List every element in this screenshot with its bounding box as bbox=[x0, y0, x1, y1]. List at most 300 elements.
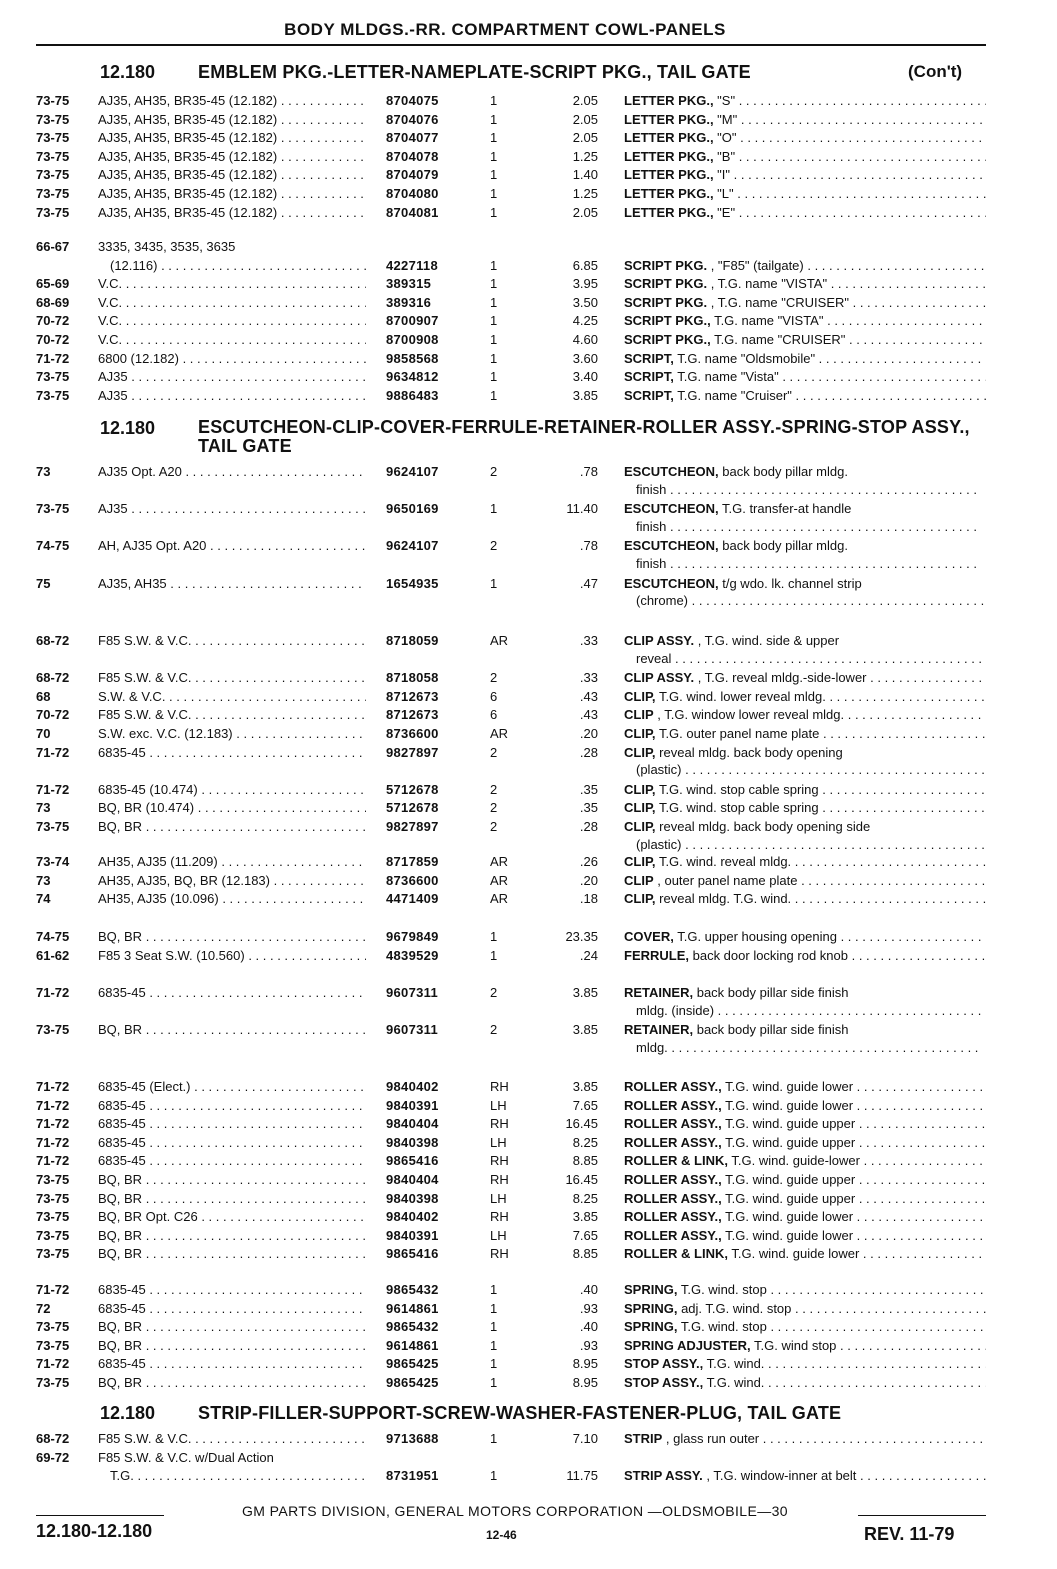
quantity: 1 bbox=[490, 1356, 498, 1372]
part-description bbox=[624, 331, 986, 349]
table-row bbox=[0, 1078, 1057, 1096]
part-description bbox=[624, 148, 986, 166]
year-range: 70-72 bbox=[36, 707, 70, 723]
part-description bbox=[624, 1318, 986, 1336]
price: .20 bbox=[579, 872, 598, 888]
table-row bbox=[0, 890, 1057, 908]
part-description bbox=[624, 799, 986, 817]
model-list: 6835-45 . . . bbox=[98, 1115, 366, 1133]
part-number: 9865416 bbox=[386, 1153, 439, 1169]
table-row bbox=[0, 575, 1057, 593]
year-range: 73-75 bbox=[36, 1172, 70, 1187]
part-description bbox=[624, 1134, 986, 1152]
model-list: AJ35 . . . bbox=[98, 500, 366, 518]
part-detail: T.G. wind. stop cable spring bbox=[655, 781, 819, 797]
part-number: 8712673 bbox=[386, 688, 439, 704]
year-range: 75 bbox=[36, 575, 51, 591]
year-range: 71-72 bbox=[36, 1356, 70, 1372]
model-list: BQ, BR . . . bbox=[98, 928, 366, 946]
price: 3.85 bbox=[572, 387, 598, 403]
model-list: F85 S.W. & V.C. . . . bbox=[98, 669, 366, 687]
quantity: 1 bbox=[490, 204, 498, 220]
part-description bbox=[624, 890, 986, 908]
model-list: 6835-45 . . . bbox=[98, 1134, 366, 1152]
model-list: 6835-45 . . . bbox=[98, 1281, 366, 1299]
model-list: AH35, AJ35 (10.096) . . . bbox=[98, 890, 366, 908]
table-row bbox=[0, 928, 1057, 946]
part-name: SCRIPT PKG. bbox=[624, 276, 708, 292]
part-name: ESCUTCHEON, bbox=[624, 501, 719, 517]
quantity: AR bbox=[490, 872, 509, 888]
year-range: 73 bbox=[36, 800, 51, 816]
table-row bbox=[0, 275, 1057, 293]
part-detail: , glass run outer bbox=[662, 1431, 760, 1446]
price: 3.85 bbox=[572, 1022, 598, 1038]
part-detail: "M" bbox=[713, 111, 738, 127]
model-list: F85 S.W. & V.C. . . . bbox=[98, 1430, 366, 1448]
part-name: STOP ASSY., bbox=[624, 1375, 704, 1390]
part-number: 9827897 bbox=[386, 744, 439, 760]
footer-range: 12.180-12.180 bbox=[36, 1521, 153, 1541]
model-list: V.C. . . . bbox=[98, 294, 366, 312]
quantity: 1 bbox=[490, 387, 498, 403]
part-name: CLIP bbox=[624, 872, 654, 888]
year-range: 73-75 bbox=[36, 1319, 70, 1335]
footer-rule-right bbox=[858, 1515, 986, 1516]
part-name: ROLLER ASSY., bbox=[624, 1079, 722, 1094]
part-name: LETTER PKG., bbox=[624, 186, 714, 201]
part-name: ROLLER & LINK, bbox=[624, 1153, 728, 1169]
part-name: SCRIPT, bbox=[624, 387, 674, 403]
table-row bbox=[0, 185, 1057, 203]
part-name: CLIP, bbox=[624, 744, 656, 760]
part-detail: "S" bbox=[713, 93, 736, 108]
table-row-continuation bbox=[0, 761, 1057, 777]
part-description-continued: mldg. (inside) . . . bbox=[636, 1002, 986, 1020]
part-detail: T.G. wind. lower reveal mldg. bbox=[655, 688, 826, 704]
table-row bbox=[0, 204, 1057, 222]
part-number: 9840391 bbox=[386, 1227, 439, 1243]
part-number: 9886483 bbox=[386, 387, 439, 403]
part-description bbox=[624, 312, 986, 330]
part-description-continued: (plastic) . . . bbox=[636, 761, 986, 779]
table-row-continuation bbox=[0, 481, 1057, 497]
price: .78 bbox=[579, 538, 598, 554]
part-number: 8704078 bbox=[386, 148, 439, 164]
part-detail: t/g wdo. lk. channel strip bbox=[718, 575, 862, 591]
table-row bbox=[0, 129, 1057, 147]
table-row bbox=[0, 1208, 1057, 1226]
model-list: 6835-45 . . . bbox=[98, 1152, 366, 1170]
price: 2.05 bbox=[572, 204, 598, 220]
table-row bbox=[0, 350, 1057, 368]
quantity: 2 bbox=[490, 464, 498, 479]
table-row bbox=[0, 1449, 1057, 1467]
price: 3.85 bbox=[572, 1209, 598, 1225]
part-name: SPRING, bbox=[624, 1282, 678, 1297]
part-description bbox=[624, 575, 986, 593]
footer-revision: REV. 11-79 bbox=[864, 1524, 955, 1544]
model-list: BQ, BR (10.474) . . . bbox=[98, 799, 366, 817]
table-row-continuation bbox=[0, 650, 1057, 666]
table-row bbox=[0, 368, 1057, 386]
price: .35 bbox=[579, 781, 598, 797]
table-row bbox=[0, 500, 1057, 518]
price: 4.25 bbox=[572, 313, 598, 329]
part-description bbox=[624, 669, 986, 687]
table-row bbox=[0, 872, 1057, 890]
part-number: 8704081 bbox=[386, 204, 439, 220]
quantity: 2 bbox=[490, 819, 498, 834]
part-name: ESCUTCHEON, bbox=[624, 575, 719, 591]
part-description bbox=[624, 781, 986, 799]
part-number: 5712678 bbox=[386, 781, 439, 797]
quantity: 1 bbox=[490, 294, 498, 310]
part-description bbox=[624, 500, 986, 518]
price: 8.85 bbox=[572, 1153, 598, 1169]
part-name: LETTER PKG., bbox=[624, 93, 714, 108]
part-description bbox=[624, 463, 986, 481]
part-name: ROLLER ASSY., bbox=[624, 1116, 722, 1132]
model-list: BQ, BR . . . bbox=[98, 1337, 366, 1355]
price: 7.65 bbox=[572, 1097, 598, 1113]
part-detail: , "F85" (tailgate) bbox=[707, 257, 804, 273]
year-range: 73-75 bbox=[36, 167, 70, 183]
part-detail: T.G. wind. guide lower bbox=[721, 1079, 854, 1094]
quantity: AR bbox=[490, 891, 509, 907]
section-continued: (Con't) bbox=[908, 62, 963, 81]
year-range: 73-75 bbox=[36, 387, 70, 403]
part-number: 9614861 bbox=[386, 1337, 439, 1353]
price: 3.40 bbox=[572, 369, 598, 385]
model-list: BQ, BR Opt. C26 . . . bbox=[98, 1208, 366, 1226]
part-number: 8717859 bbox=[386, 854, 439, 869]
part-number: 8700907 bbox=[386, 313, 439, 329]
price: 8.95 bbox=[572, 1356, 598, 1372]
part-number: 8736600 bbox=[386, 726, 439, 741]
price: 6.85 bbox=[572, 257, 598, 273]
price: 16.45 bbox=[565, 1116, 598, 1132]
table-row bbox=[0, 1021, 1057, 1039]
price: 2.05 bbox=[572, 130, 598, 146]
part-detail: T.G. wind. reveal mldg. bbox=[655, 854, 792, 869]
quantity: 1 bbox=[490, 1300, 498, 1316]
quantity: RH bbox=[490, 1209, 509, 1225]
part-number: 9840402 bbox=[386, 1209, 439, 1225]
year-range: 71-72 bbox=[36, 781, 70, 797]
year-range: 66-67 bbox=[36, 239, 70, 254]
table-row bbox=[0, 1318, 1057, 1336]
part-description bbox=[624, 853, 986, 871]
model-list: (12.116) . . . bbox=[110, 257, 366, 275]
part-name: ROLLER ASSY., bbox=[624, 1227, 722, 1243]
price: 3.60 bbox=[572, 350, 598, 366]
model-list: BQ, BR . . . bbox=[98, 1190, 366, 1208]
table-row bbox=[0, 1152, 1057, 1170]
quantity: 1 bbox=[490, 186, 498, 201]
model-list: AJ35, AH35, BR35-45 (12.182) . . . bbox=[98, 166, 366, 184]
price: .47 bbox=[579, 575, 598, 591]
part-detail: back body pillar mldg. bbox=[718, 464, 848, 479]
year-range: 71-72 bbox=[36, 1282, 70, 1297]
model-list: BQ, BR . . . bbox=[98, 818, 366, 836]
table-row bbox=[0, 537, 1057, 555]
year-range: 61-62 bbox=[36, 947, 70, 963]
quantity: 1 bbox=[490, 1319, 498, 1335]
part-number: 9840402 bbox=[386, 1079, 439, 1094]
table-row bbox=[0, 1097, 1057, 1115]
year-range: 73-75 bbox=[36, 1375, 70, 1390]
table-row bbox=[0, 111, 1057, 129]
model-list: AJ35, AH35, BR35-45 (12.182) . . . bbox=[98, 92, 366, 110]
part-description bbox=[624, 294, 986, 312]
part-description bbox=[624, 1245, 986, 1263]
quantity: 1 bbox=[490, 130, 498, 146]
part-description bbox=[624, 111, 986, 129]
part-description bbox=[624, 706, 986, 724]
part-name: CLIP ASSY. bbox=[624, 670, 695, 686]
part-detail: back body pillar side finish bbox=[693, 985, 849, 1000]
year-range: 73-75 bbox=[36, 1246, 70, 1262]
quantity: 6 bbox=[490, 707, 498, 723]
part-name: SCRIPT, bbox=[624, 350, 674, 366]
part-description bbox=[624, 1021, 986, 1039]
part-number: 8700908 bbox=[386, 332, 439, 347]
table-row bbox=[0, 781, 1057, 799]
year-range: 65-69 bbox=[36, 276, 70, 292]
table-row bbox=[0, 632, 1057, 650]
quantity: LH bbox=[490, 1190, 507, 1206]
quantity: 1 bbox=[490, 257, 498, 273]
part-number: 8704080 bbox=[386, 186, 439, 201]
quantity: RH bbox=[490, 1079, 509, 1094]
quantity: 1 bbox=[490, 332, 498, 347]
model-list: AJ35 . . . bbox=[98, 387, 366, 405]
part-description bbox=[624, 1208, 986, 1226]
part-detail: T.G. name "Oldsmobile" bbox=[673, 350, 816, 366]
part-number: 5712678 bbox=[386, 800, 439, 816]
part-description bbox=[624, 257, 986, 275]
part-name: ROLLER ASSY., bbox=[624, 1134, 722, 1150]
part-description bbox=[624, 1115, 986, 1133]
table-row-continuation bbox=[0, 1002, 1057, 1018]
quantity: 2 bbox=[490, 985, 498, 1000]
model-list: S.W. & V.C. . . . bbox=[98, 688, 366, 706]
part-description-continued: reveal . . . bbox=[636, 650, 986, 668]
section-number: 12.180 bbox=[100, 62, 156, 82]
year-range: 71-72 bbox=[36, 1079, 70, 1094]
part-name: STRIP bbox=[624, 1431, 663, 1446]
section-number: 12.180 bbox=[100, 418, 156, 438]
year-range: 68-72 bbox=[36, 670, 70, 686]
table-row-continuation bbox=[0, 555, 1057, 571]
table-row-continuation bbox=[0, 592, 1057, 608]
year-range: 73-75 bbox=[36, 1190, 70, 1206]
year-range: 74-75 bbox=[36, 929, 70, 944]
model-list: BQ, BR . . . bbox=[98, 1227, 366, 1245]
part-description-continued: finish . . . bbox=[636, 481, 986, 499]
part-number: 8718059 bbox=[386, 633, 439, 648]
part-number: 9607311 bbox=[386, 985, 438, 1000]
part-detail: reveal mldg. T.G. wind. bbox=[655, 891, 792, 907]
part-detail: T.G. wind. guide upper bbox=[721, 1116, 856, 1132]
model-list: 6835-45 (10.474) . . . bbox=[98, 781, 366, 799]
part-description bbox=[624, 984, 986, 1002]
table-row bbox=[0, 312, 1057, 330]
part-number: 9827897 bbox=[386, 819, 439, 834]
part-number: 8704075 bbox=[386, 93, 439, 108]
footer-page-number: 12-46 bbox=[486, 1528, 517, 1542]
part-number: 9858568 bbox=[386, 350, 439, 366]
part-number: 9840404 bbox=[386, 1172, 439, 1187]
part-number: 9624107 bbox=[386, 538, 439, 554]
table-row bbox=[0, 257, 1057, 275]
part-detail: , T.G. wind. side & upper bbox=[694, 633, 840, 648]
year-range: 68-72 bbox=[36, 633, 70, 648]
section-heading: STRIP-FILLER-SUPPORT-SCREW-WASHER-FASTENER-PLUG, TAIL GATE bbox=[198, 1403, 842, 1423]
price: 16.45 bbox=[565, 1172, 598, 1187]
part-detail: "B" bbox=[713, 148, 736, 164]
price: .93 bbox=[579, 1300, 598, 1316]
part-description bbox=[624, 632, 986, 650]
table-row-continuation bbox=[0, 1039, 1057, 1055]
table-row bbox=[0, 463, 1057, 481]
part-number: 9679849 bbox=[386, 929, 439, 944]
table-row bbox=[0, 1115, 1057, 1133]
model-list: V.C. . . . bbox=[98, 275, 366, 293]
part-number: 9713688 bbox=[386, 1431, 439, 1446]
part-detail: , T.G. window lower reveal mldg. bbox=[653, 707, 845, 723]
part-description bbox=[624, 1152, 986, 1170]
price: .20 bbox=[579, 726, 598, 741]
model-list: AH, AJ35 Opt. A20 . . . bbox=[98, 537, 366, 555]
price: .78 bbox=[579, 464, 598, 479]
part-name: SPRING, bbox=[624, 1319, 678, 1335]
part-number: 8718058 bbox=[386, 670, 439, 686]
table-row bbox=[0, 1374, 1057, 1392]
part-number: 389316 bbox=[386, 294, 432, 310]
part-description bbox=[624, 166, 986, 184]
table-row bbox=[0, 799, 1057, 817]
part-name: CLIP, bbox=[624, 726, 656, 741]
quantity: 2 bbox=[490, 1022, 498, 1038]
model-list: 6835-45 . . . bbox=[98, 744, 366, 762]
model-list: V.C. . . . bbox=[98, 312, 366, 330]
part-number: 8704076 bbox=[386, 111, 439, 127]
part-detail: , T.G. name "CRUISER" bbox=[707, 294, 849, 310]
part-number: 9634812 bbox=[386, 369, 439, 385]
quantity: 1 bbox=[490, 1375, 498, 1390]
year-range: 68-72 bbox=[36, 1431, 70, 1446]
year-range: 73-75 bbox=[36, 204, 70, 220]
model-list: 6835-45 . . . bbox=[98, 1097, 366, 1115]
footer-organization: GM PARTS DIVISION, GENERAL MOTORS CORPORATION —OLDSMOBILE—30 bbox=[242, 1503, 788, 1519]
part-name: LETTER PKG., bbox=[624, 148, 714, 164]
part-number: 8736600 bbox=[386, 872, 439, 888]
part-name: CLIP, bbox=[624, 800, 656, 816]
part-detail: T.G. wind. stop bbox=[677, 1282, 767, 1297]
model-list: T.G. . . . bbox=[110, 1467, 366, 1485]
price: 3.85 bbox=[572, 1079, 598, 1094]
quantity: 6 bbox=[490, 688, 498, 704]
part-description bbox=[624, 725, 986, 743]
part-description bbox=[624, 1171, 986, 1189]
quantity: 2 bbox=[490, 538, 498, 554]
part-detail: T.G. wind. guide lower bbox=[721, 1227, 854, 1243]
year-range: 73-75 bbox=[36, 93, 70, 108]
table-row bbox=[0, 1337, 1057, 1355]
part-detail: T.G. transfer-at handle bbox=[718, 501, 852, 517]
model-list: AH35, AJ35, BQ, BR (12.183) . . . bbox=[98, 872, 366, 890]
part-number: 9624107 bbox=[386, 464, 439, 479]
part-number: 1654935 bbox=[386, 575, 439, 591]
part-detail: T.G. wind. bbox=[703, 1375, 765, 1390]
part-description-continued: (chrome) . . . bbox=[636, 592, 986, 610]
quantity: RH bbox=[490, 1116, 509, 1132]
part-detail: T.G. wind. guide upper bbox=[721, 1134, 856, 1150]
part-description bbox=[624, 129, 986, 147]
year-range: 72 bbox=[36, 1300, 51, 1316]
quantity: 1 bbox=[490, 167, 498, 183]
quantity: AR bbox=[490, 726, 509, 741]
price: .18 bbox=[579, 891, 598, 907]
part-name: LETTER PKG., bbox=[624, 204, 714, 220]
part-detail: reveal mldg. back body opening bbox=[655, 744, 843, 760]
part-name: LETTER PKG., bbox=[624, 111, 714, 127]
model-list: AJ35, AH35, BR35-45 (12.182) . . . bbox=[98, 111, 366, 129]
year-range: 73-75 bbox=[36, 1227, 70, 1243]
part-number: 9865432 bbox=[386, 1282, 439, 1297]
part-description bbox=[624, 928, 986, 946]
part-detail: adj. T.G. wind. stop bbox=[677, 1300, 792, 1316]
quantity: LH bbox=[490, 1227, 507, 1243]
part-description bbox=[624, 1355, 986, 1373]
price: 3.95 bbox=[572, 276, 598, 292]
table-row bbox=[0, 688, 1057, 706]
part-number: 389315 bbox=[386, 276, 432, 292]
part-detail: , T.G. window-inner at belt bbox=[702, 1468, 857, 1484]
year-range: 73-75 bbox=[36, 1337, 70, 1353]
part-description-continued: (plastic) . . . bbox=[636, 836, 986, 854]
price: .26 bbox=[579, 854, 598, 869]
part-description bbox=[624, 368, 986, 386]
table-row bbox=[0, 331, 1057, 349]
part-description bbox=[624, 387, 986, 405]
quantity: RH bbox=[490, 1172, 509, 1187]
quantity: 2 bbox=[490, 670, 498, 686]
quantity: AR bbox=[490, 854, 509, 869]
part-description-continued: finish . . . bbox=[636, 555, 986, 573]
model-list: AJ35, AH35, BR35-45 (12.182) . . . bbox=[98, 204, 366, 222]
part-name: ROLLER ASSY., bbox=[624, 1172, 722, 1187]
part-description bbox=[624, 185, 986, 203]
price: .40 bbox=[579, 1282, 598, 1297]
model-list: F85 S.W. & V.C. . . . bbox=[98, 706, 366, 724]
part-number: 9607311 bbox=[386, 1022, 438, 1038]
part-detail: T.G. outer panel name plate bbox=[655, 726, 820, 741]
year-range: 68-69 bbox=[36, 294, 70, 310]
table-row bbox=[0, 1171, 1057, 1189]
title-rule bbox=[36, 44, 986, 46]
part-name: SPRING, bbox=[624, 1300, 678, 1316]
year-range: 71-72 bbox=[36, 744, 70, 760]
model-list: AJ35, AH35 . . . bbox=[98, 575, 366, 593]
part-description bbox=[624, 1190, 986, 1208]
quantity: 1 bbox=[490, 93, 498, 108]
part-detail: T.G. name "Cruiser" bbox=[673, 387, 792, 403]
part-detail: T.G. wind. stop bbox=[677, 1319, 767, 1335]
table-row bbox=[0, 1430, 1057, 1448]
